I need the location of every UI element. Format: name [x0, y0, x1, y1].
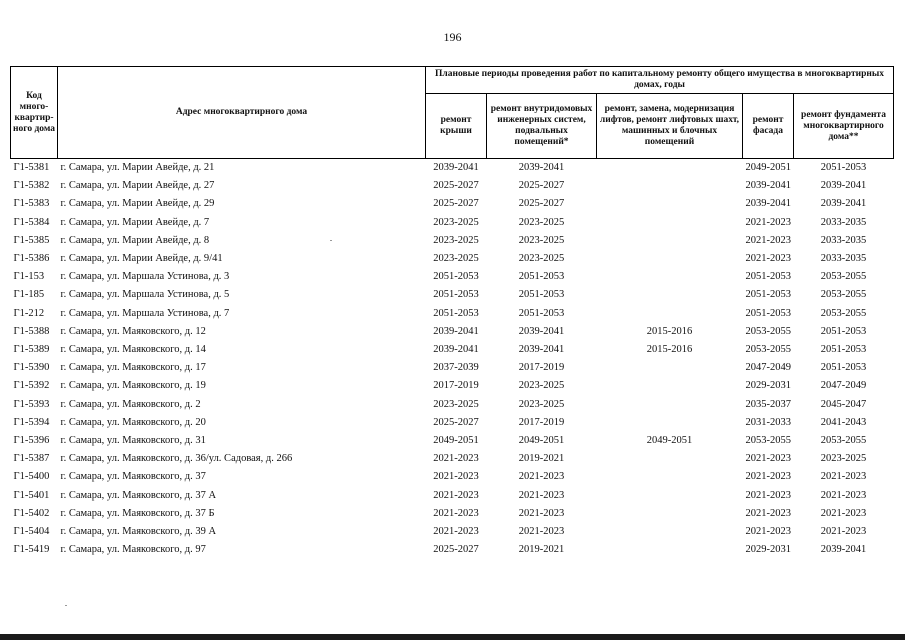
table-row [11, 432, 894, 450]
table-row [11, 305, 894, 323]
cell-foundation: 2051-2053 [820, 362, 867, 374]
cell-foundation: 2053-2055 [820, 435, 867, 447]
cell-elevator [597, 377, 743, 395]
cell-engineering: 2039-2041 [518, 162, 565, 173]
cell-roof: 2023-2025 [433, 398, 479, 410]
cell-engineering: 2021-2023 [518, 526, 565, 538]
cell-facade: 2051-2053 [745, 289, 791, 301]
cell-elevator [597, 286, 743, 304]
cell-elevator: 2015-2016 [646, 325, 693, 337]
cell-engineering: 2049-2051 [518, 435, 565, 447]
cell-code: Г1-5419 [13, 544, 50, 556]
table-row [11, 323, 894, 341]
cell-code: Г1-185 [13, 289, 45, 301]
cell-elevator [597, 159, 743, 178]
cell-foundation: 2051-2053 [820, 325, 867, 337]
cell-code: Г1-5384 [13, 216, 50, 228]
scan-speck [330, 240, 332, 241]
cell-facade: 2035-2037 [745, 398, 791, 410]
table-row [11, 359, 894, 377]
cell-roof: 2021-2023 [433, 526, 479, 538]
cell-facade: 2039-2041 [745, 198, 791, 210]
cell-facade: 2029-2031 [745, 380, 791, 392]
cell-roof: 2021-2023 [433, 453, 479, 465]
table-row [11, 286, 894, 304]
cell-facade: 2021-2023 [745, 471, 791, 483]
cell-code: Г1-5393 [13, 398, 50, 410]
cell-engineering: 2025-2027 [518, 180, 565, 192]
page-number: 196 [443, 30, 462, 44]
cell-engineering: 2019-2021 [518, 453, 565, 465]
cell-foundation: 2039-2041 [820, 180, 867, 192]
cell-facade: 2039-2041 [745, 180, 791, 192]
cell-roof: 2025-2027 [433, 180, 479, 192]
cell-roof: 2037-2039 [433, 362, 479, 374]
table-row [11, 250, 894, 268]
cell-engineering: 2023-2025 [518, 216, 565, 228]
cell-code: Г1-153 [13, 271, 45, 283]
table-row [11, 487, 894, 505]
table-row [11, 377, 894, 395]
cell-elevator [597, 541, 743, 559]
cell-facade: 2021-2023 [745, 507, 791, 519]
cell-facade: 2021-2023 [745, 489, 791, 501]
cell-facade: 2021-2023 [745, 234, 791, 246]
cell-facade: 2029-2031 [745, 544, 791, 556]
cell-code: Г1-5388 [13, 325, 50, 337]
cell-code: Г1-5381 [13, 162, 50, 173]
cell-engineering: 2023-2025 [518, 380, 565, 392]
cell-code: Г1-5382 [13, 180, 50, 192]
cell-code: Г1-5383 [13, 198, 50, 210]
cell-facade: 2053-2055 [745, 435, 791, 447]
cell-foundation: 2039-2041 [820, 544, 867, 556]
cell-roof: 2023-2025 [433, 253, 479, 265]
cell-roof: 2021-2023 [433, 489, 479, 501]
cell-facade: 2021-2023 [745, 453, 791, 465]
cell-address: г. Самара, ул. Марии Авейде, д. 7 [60, 216, 210, 228]
table-row [11, 232, 894, 250]
header-address: Адрес многоквартирного дома [58, 67, 426, 159]
cell-foundation: 2033-2035 [820, 234, 867, 246]
cell-engineering: 2039-2041 [518, 325, 565, 337]
cell-foundation: 2021-2023 [820, 526, 867, 538]
table-row [11, 214, 894, 232]
cell-facade: 2047-2049 [745, 362, 791, 374]
table-row [11, 268, 894, 286]
table-row [11, 159, 894, 178]
cell-roof: 2023-2025 [433, 234, 479, 246]
cell-elevator [597, 232, 743, 250]
table-row [11, 396, 894, 414]
cell-address: г. Самара, ул. Маяковского, д. 37 [60, 471, 206, 483]
cell-engineering: 2023-2025 [518, 398, 565, 410]
cell-address: г. Самара, ул. Маяковского, д. 39 А [60, 526, 217, 538]
cell-code: Г1-5401 [13, 489, 50, 501]
cell-roof: 2039-2041 [433, 162, 479, 173]
cell-elevator [597, 450, 743, 468]
cell-foundation: 2033-2035 [820, 216, 867, 228]
cell-code: Г1-5389 [13, 344, 50, 356]
cell-roof: 2025-2027 [433, 544, 479, 556]
cell-roof: 2051-2053 [433, 271, 479, 283]
cell-elevator [597, 214, 743, 232]
cell-elevator [597, 359, 743, 377]
cell-roof: 2025-2027 [433, 416, 479, 428]
cell-facade: 2021-2023 [745, 216, 791, 228]
cell-engineering: 2051-2053 [518, 271, 565, 283]
cell-roof: 2039-2041 [433, 325, 479, 337]
cell-foundation: 2045-2047 [820, 398, 867, 410]
cell-engineering: 2025-2027 [518, 198, 565, 210]
cell-address: г. Самара, ул. Маршала Устинова, д. 5 [60, 289, 230, 301]
cell-elevator [597, 250, 743, 268]
cell-elevator: 2015-2016 [646, 344, 693, 356]
cell-facade: 2053-2055 [745, 344, 791, 356]
cell-foundation: 2023-2025 [820, 453, 867, 465]
scan-speck [65, 605, 67, 606]
cell-code: Г1-5392 [13, 380, 50, 392]
cell-code: Г1-5390 [13, 362, 50, 374]
cell-engineering: 2023-2025 [518, 253, 565, 265]
cell-address: г. Самара, ул. Маяковского, д. 17 [60, 362, 206, 374]
cell-code: Г1-5394 [13, 416, 50, 428]
cell-code: Г1-212 [13, 307, 45, 319]
cell-foundation: 2053-2055 [820, 271, 867, 283]
cell-address: г. Самара, ул. Маяковского, д. 2 [60, 398, 201, 410]
cell-code: Г1-5402 [13, 507, 50, 519]
cell-address: г. Самара, ул. Марии Авейде, д. 21 [60, 162, 215, 173]
cell-code: Г1-5396 [13, 435, 50, 447]
cell-engineering: 2021-2023 [518, 489, 565, 501]
cell-address: г. Самара, ул. Маяковского, д. 36/ул. Садовая, д. 266 [60, 453, 293, 465]
cell-roof: 2049-2051 [433, 435, 479, 447]
cell-address: г. Самара, ул. Маяковского, д. 14 [60, 344, 206, 356]
cell-address: г. Самара, ул. Маяковского, д. 12 [60, 325, 206, 337]
cell-engineering: 2021-2023 [518, 507, 565, 519]
cell-engineering: 2017-2019 [518, 416, 565, 428]
cell-facade: 2049-2051 [745, 162, 791, 173]
cell-foundation: 2021-2023 [820, 471, 867, 483]
cell-engineering: 2019-2021 [518, 544, 565, 556]
cell-facade: 2021-2023 [745, 253, 791, 265]
cell-foundation: 2051-2053 [820, 344, 867, 356]
table-row [11, 523, 894, 541]
header-facade: ремонт фасада [743, 94, 794, 159]
cell-engineering: 2021-2023 [518, 471, 565, 483]
cell-elevator [597, 414, 743, 432]
cell-facade: 2031-2033 [745, 416, 791, 428]
header-code: Код много-квартир-ного дома [11, 67, 58, 159]
cell-address: г. Самара, ул. Марии Авейде, д. 9/41 [60, 253, 223, 265]
cell-code: Г1-5404 [13, 526, 50, 538]
cell-foundation: 2053-2055 [820, 307, 867, 319]
cell-elevator [597, 396, 743, 414]
table-row [11, 341, 894, 359]
cell-code: Г1-5386 [13, 253, 50, 265]
cell-roof: 2023-2025 [433, 216, 479, 228]
cell-foundation: 2047-2049 [820, 380, 867, 392]
cell-engineering: 2017-2019 [518, 362, 565, 374]
table-row [11, 468, 894, 486]
cell-roof: 2051-2053 [433, 289, 479, 301]
cell-foundation: 2053-2055 [820, 289, 867, 301]
header-work-periods: Плановые периоды проведения работ по капитальному ремонту общего имущества в многоквартирных домах, годы [426, 67, 894, 94]
cell-facade: 2053-2055 [745, 325, 791, 337]
header-roof: ремонт крыши [426, 94, 487, 159]
cell-address: г. Самара, ул. Маяковского, д. 19 [60, 380, 206, 392]
cell-engineering: 2051-2053 [518, 307, 565, 319]
cell-foundation: 2021-2023 [820, 489, 867, 501]
cell-elevator [597, 177, 743, 195]
cell-address: г. Самара, ул. Марии Авейде, д. 8 [60, 234, 210, 246]
cell-facade: 2051-2053 [745, 307, 791, 319]
table-row [11, 414, 894, 432]
cell-foundation: 2041-2043 [820, 416, 867, 428]
capital-repair-table [10, 66, 894, 559]
cell-foundation: 2021-2023 [820, 507, 867, 519]
cell-code: Г1-5387 [13, 453, 50, 465]
scan-border [0, 634, 905, 640]
cell-address: г. Самара, ул. Маяковского, д. 97 [60, 544, 206, 556]
cell-elevator [597, 468, 743, 486]
cell-address: г. Самара, ул. Маяковского, д. 37 А [60, 489, 217, 501]
header-elevator: ремонт, замена, модернизация лифтов, ремонт лифтовых шахт, машинных и блочных помещений [597, 94, 743, 159]
cell-elevator [597, 305, 743, 323]
cell-facade: 2051-2053 [745, 271, 791, 283]
cell-engineering: 2051-2053 [518, 289, 565, 301]
cell-roof: 2051-2053 [433, 307, 479, 319]
cell-elevator [597, 268, 743, 286]
cell-code: Г1-5400 [13, 471, 50, 483]
cell-elevator [597, 505, 743, 523]
cell-address: г. Самара, ул. Марии Авейде, д. 27 [60, 180, 215, 192]
cell-roof: 2021-2023 [433, 507, 479, 519]
header-engineering: ремонт внутридомовых инженерных систем, подвальных помещений* [487, 94, 597, 159]
cell-engineering: 2023-2025 [518, 234, 565, 246]
table-row [11, 541, 894, 559]
cell-foundation: 2051-2053 [820, 162, 867, 173]
cell-address: г. Самара, ул. Маяковского, д. 20 [60, 416, 206, 428]
cell-elevator [597, 523, 743, 541]
cell-code: Г1-5385 [13, 234, 50, 246]
cell-foundation: 2033-2035 [820, 253, 867, 265]
cell-roof: 2021-2023 [433, 471, 479, 483]
cell-facade: 2021-2023 [745, 526, 791, 538]
cell-elevator [597, 195, 743, 213]
cell-engineering: 2039-2041 [518, 344, 565, 356]
cell-address: г. Самара, ул. Маяковского, д. 37 Б [60, 507, 215, 519]
cell-address: г. Самара, ул. Маяковского, д. 31 [60, 435, 206, 447]
table-row [11, 505, 894, 523]
cell-elevator [597, 487, 743, 505]
table-row [11, 177, 894, 195]
cell-address: г. Самара, ул. Маршала Устинова, д. 3 [60, 271, 230, 283]
table-row [11, 450, 894, 468]
cell-roof: 2039-2041 [433, 344, 479, 356]
cell-elevator: 2049-2051 [646, 435, 693, 447]
table-body [11, 159, 894, 560]
cell-foundation: 2039-2041 [820, 198, 867, 210]
cell-address: г. Самара, ул. Марии Авейде, д. 29 [60, 198, 215, 210]
cell-roof: 2025-2027 [433, 198, 479, 210]
cell-address: г. Самара, ул. Маршала Устинова, д. 7 [60, 307, 230, 319]
cell-roof: 2017-2019 [433, 380, 479, 392]
table-row [11, 195, 894, 213]
header-foundation: ремонт фундамента многоквартирного дома** [794, 94, 894, 159]
